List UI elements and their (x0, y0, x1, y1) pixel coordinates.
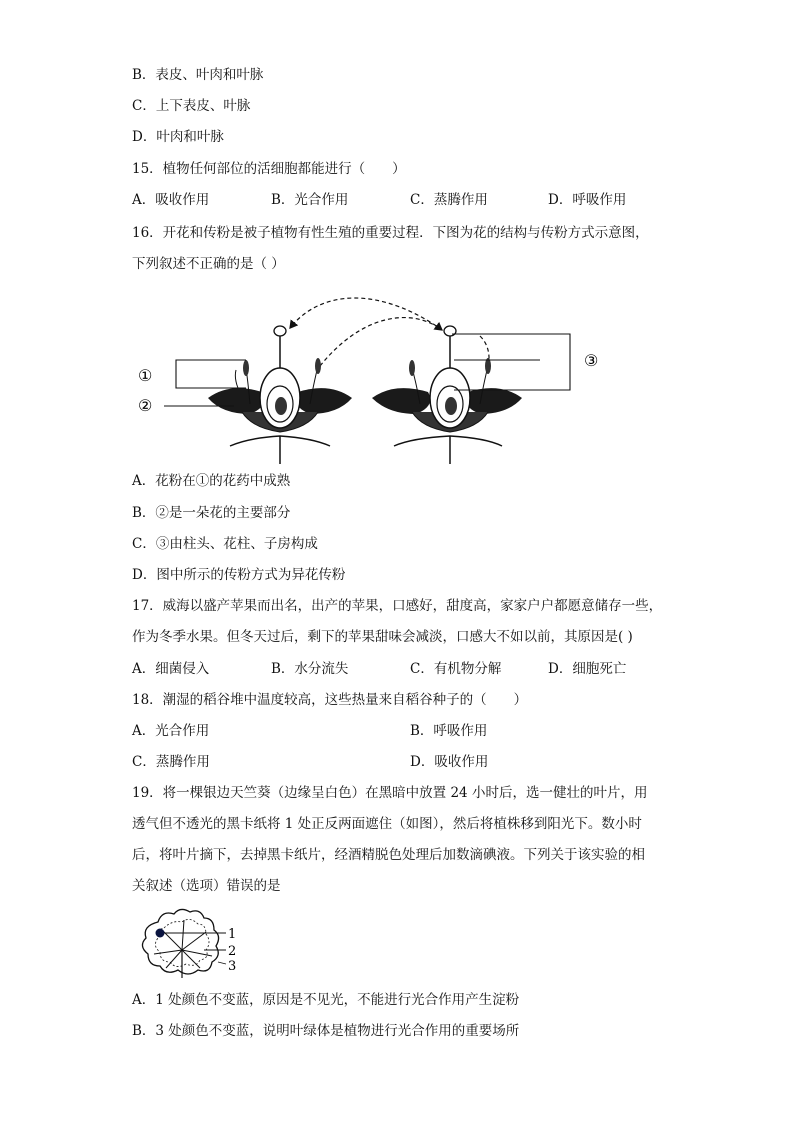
q17-option-c: C．有机物分解 (410, 661, 502, 677)
option-b-q14: B．表皮、叶肉和叶脉 (132, 67, 264, 83)
flower-label-1: ① (138, 366, 153, 385)
q15-option-d: D．呼吸作用 (548, 192, 627, 208)
question-17-line2: 作为冬季水果。但冬天过后，剩下的苹果甜味会减淡，口感大不如以前，其原因是( ) (132, 629, 633, 645)
q18-option-d: D．吸收作用 (410, 754, 489, 770)
flower-label-2: ② (138, 396, 153, 415)
q18-option-a: A．光合作用 (132, 723, 210, 739)
q16-option-b: B．②是一朵花的主要部分 (132, 505, 291, 521)
leaf-label-1: 1 (228, 927, 237, 942)
question-19-line1: 19．将一棵银边天竺葵（边缘呈白色）在黑暗中放置 24 小时后，选一健壮的叶片，用 (132, 785, 648, 801)
q19-option-b: B．3 处颜色不变蓝，说明叶绿体是植物进行光合作用的重要场所 (132, 1023, 520, 1039)
right-flower (372, 326, 522, 464)
q17-option-a: A．细菌侵入 (132, 661, 210, 677)
q16-option-a: A．花粉在①的花药中成熟 (132, 473, 291, 489)
q15-option-b: B．光合作用 (271, 192, 349, 208)
left-flower (208, 326, 352, 464)
question-16-line1: 16．开花和传粉是被子植物有性生殖的重要过程．下图为花的结构与传粉方式示意图， (132, 225, 649, 241)
question-18: 18．潮湿的稻谷堆中温度较高，这些热量来自稻谷种子的（ ） (132, 692, 528, 708)
flower-pollination-figure (130, 286, 620, 464)
leaf-label-3: 3 (228, 959, 237, 974)
q18-option-c: C．蒸腾作用 (132, 754, 210, 770)
q15-option-c: C．蒸腾作用 (410, 192, 488, 208)
q17-option-b: B．水分流失 (271, 661, 349, 677)
flower-label-3: ③ (584, 351, 599, 370)
option-d-q14: D．叶肉和叶脉 (132, 129, 224, 145)
leaf-figure (134, 904, 244, 980)
q19-option-a: A．1 处颜色不变蓝，原因是不见光，不能进行光合作用产生淀粉 (132, 992, 520, 1008)
q15-option-a: A．吸收作用 (132, 192, 210, 208)
q18-option-b: B．呼吸作用 (410, 723, 488, 739)
question-17-line1: 17．威海以盛产苹果而出名，出产的苹果，口感好，甜度高，家家户户都愿意储存一些， (132, 598, 663, 614)
question-19-line2: 透气但不透光的黑卡纸将 1 处正反两面遮住（如图），然后将植株移到阳光下。数小时 (132, 816, 642, 832)
question-15: 15．植物任何部位的活细胞都能进行（ ） (132, 161, 406, 177)
q16-option-d: D．图中所示的传粉方式为异花传粉 (132, 567, 346, 583)
question-19-line3: 后，将叶片摘下，去掉黑卡纸片，经酒精脱色处理后加数滴碘液。下列关于该实验的相 (132, 847, 645, 863)
leaf-label-2: 2 (228, 944, 237, 959)
question-19-line4: 关叙述（选项）错误的是 (132, 878, 281, 894)
question-16-line2: 下列叙述不正确的是（ ） (132, 256, 285, 272)
q16-option-c: C．③由柱头、花柱、子房构成 (132, 536, 318, 552)
black-card-spot (156, 929, 165, 938)
q17-option-d: D．细胞死亡 (548, 661, 627, 677)
option-c-q14: C．上下表皮、叶脉 (132, 98, 251, 114)
